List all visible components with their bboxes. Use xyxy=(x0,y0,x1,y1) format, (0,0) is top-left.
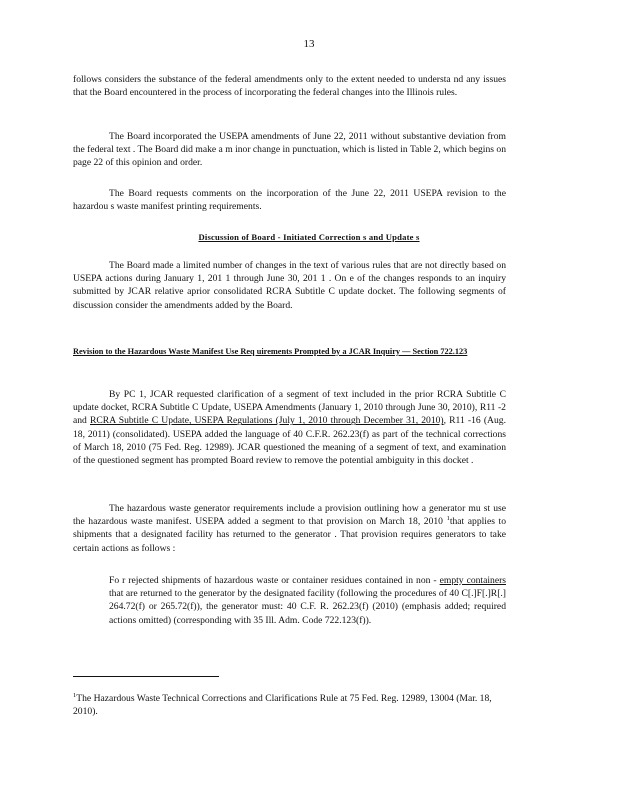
footnote xyxy=(73,692,506,718)
subsection-heading-text: Revision to the Hazardous Waste Manifest Use Req uirements Prompted by a JCAR Inquiry — Section 722.123 xyxy=(73,347,468,356)
paragraph-board-changes: The Board made a limited number of changes in the text of various rules that are not directly based on USEPA actions during January 1, 201 1 through June 30, 201 1 . On e of the changes responds to an inquiry submitted by JCAR relative aprior consolidated RCRA Subtitle C update docket. The following segments of discussion consider the amendments added by the Board. xyxy=(73,260,506,311)
para5-text-b: , R11 -2 and xyxy=(73,402,506,427)
block-quote-regulation xyxy=(109,574,506,627)
footnote-text: The Hazardous Waste Technical Corrections and Clarifications Rule at 75 Fed. Reg. 12989, 13004 (Mar. 18, 2010). xyxy=(73,693,492,718)
footnote-divider xyxy=(73,676,219,677)
section-heading-text: Discussion of Board - Initiated Correction s and Update s xyxy=(198,232,420,242)
subsection-heading-manifest-revision xyxy=(73,345,506,358)
section-heading-board-corrections xyxy=(0,232,618,242)
quote-emphasis: empty containers xyxy=(439,575,506,586)
para5-text-d: , R11 -16 (Aug. 18, 2011) (consolidated). USEPA added the language of 40 C.F.R. 262.23(f) as part of the technical corrections of March 18, 2010 (75 Fed. Reg. 12989). JCAR questioned the meaning of a segment of text, and examination of the questioned segment has prompted Board review to remove the potential ambiguity in this docket . xyxy=(73,415,506,467)
footnote-reference: 1 xyxy=(446,515,450,523)
para6-text-b: that applies to shipments that a designated facility has returned to the generator . That provision requires generators to take certain actions as follows : xyxy=(73,516,506,554)
quote-text-c: that are returned to the generator by the designated facility (following the procedures of 40 C[.]F[.]R[.] 264.72(f) or 265.72(f)), the generator must: 40 C.F. R. 262.23(f) (2010) (emphasis added; required actions omitted) (corresponding with 35 Ill. Adm. Code 722.123(f)). xyxy=(109,588,506,626)
para6-text-a: The hazardous waste generator requirements include a provision outlining how a generator mu st use the hazardous waste manifest. USEPA added a segment to that provision on March 18, 2010 xyxy=(73,503,506,528)
paragraph-incorporation: The Board incorporated the USEPA amendments of June 22, 2011 without substantive deviation from the federal text . The Board did make a m inor change in punctuation, which is listed in Table 2, which begins on page 22 of this opinion and order. xyxy=(73,131,506,169)
page-number: 13 xyxy=(303,38,315,50)
paragraph-intro-continuation: follows considers the substance of the federal amendments only to the extent needed to understa nd any issues that the Board encountered in the process of incorporating the federal changes into the Illinois rules. xyxy=(73,74,506,99)
paragraph-jcar-request xyxy=(73,388,506,467)
paragraph-request-comments: The Board requests comments on the incorporation of the June 22, 2011 USEPA revision to the hazardou s waste manifest printing requirements. xyxy=(73,188,506,213)
docket-title-link: RCRA Subtitle C Update, USEPA Regulations (July 1, 2010 through December 31, 2010) xyxy=(90,415,444,427)
footnote-mark: 1 xyxy=(73,691,77,699)
quote-text-a: Fo r rejected shipments of hazardous waste or container residues contained in non - xyxy=(109,575,437,586)
para5-text-a: By PC 1, JCAR requested clarification of a segment of text included in the prior RCRA Subtitle C update docket, RCRA Subtitle C Update, USEPA Amendments (January 1, 2010 through June 30, 2010) xyxy=(73,389,506,414)
paragraph-generator-requirements xyxy=(73,502,506,555)
